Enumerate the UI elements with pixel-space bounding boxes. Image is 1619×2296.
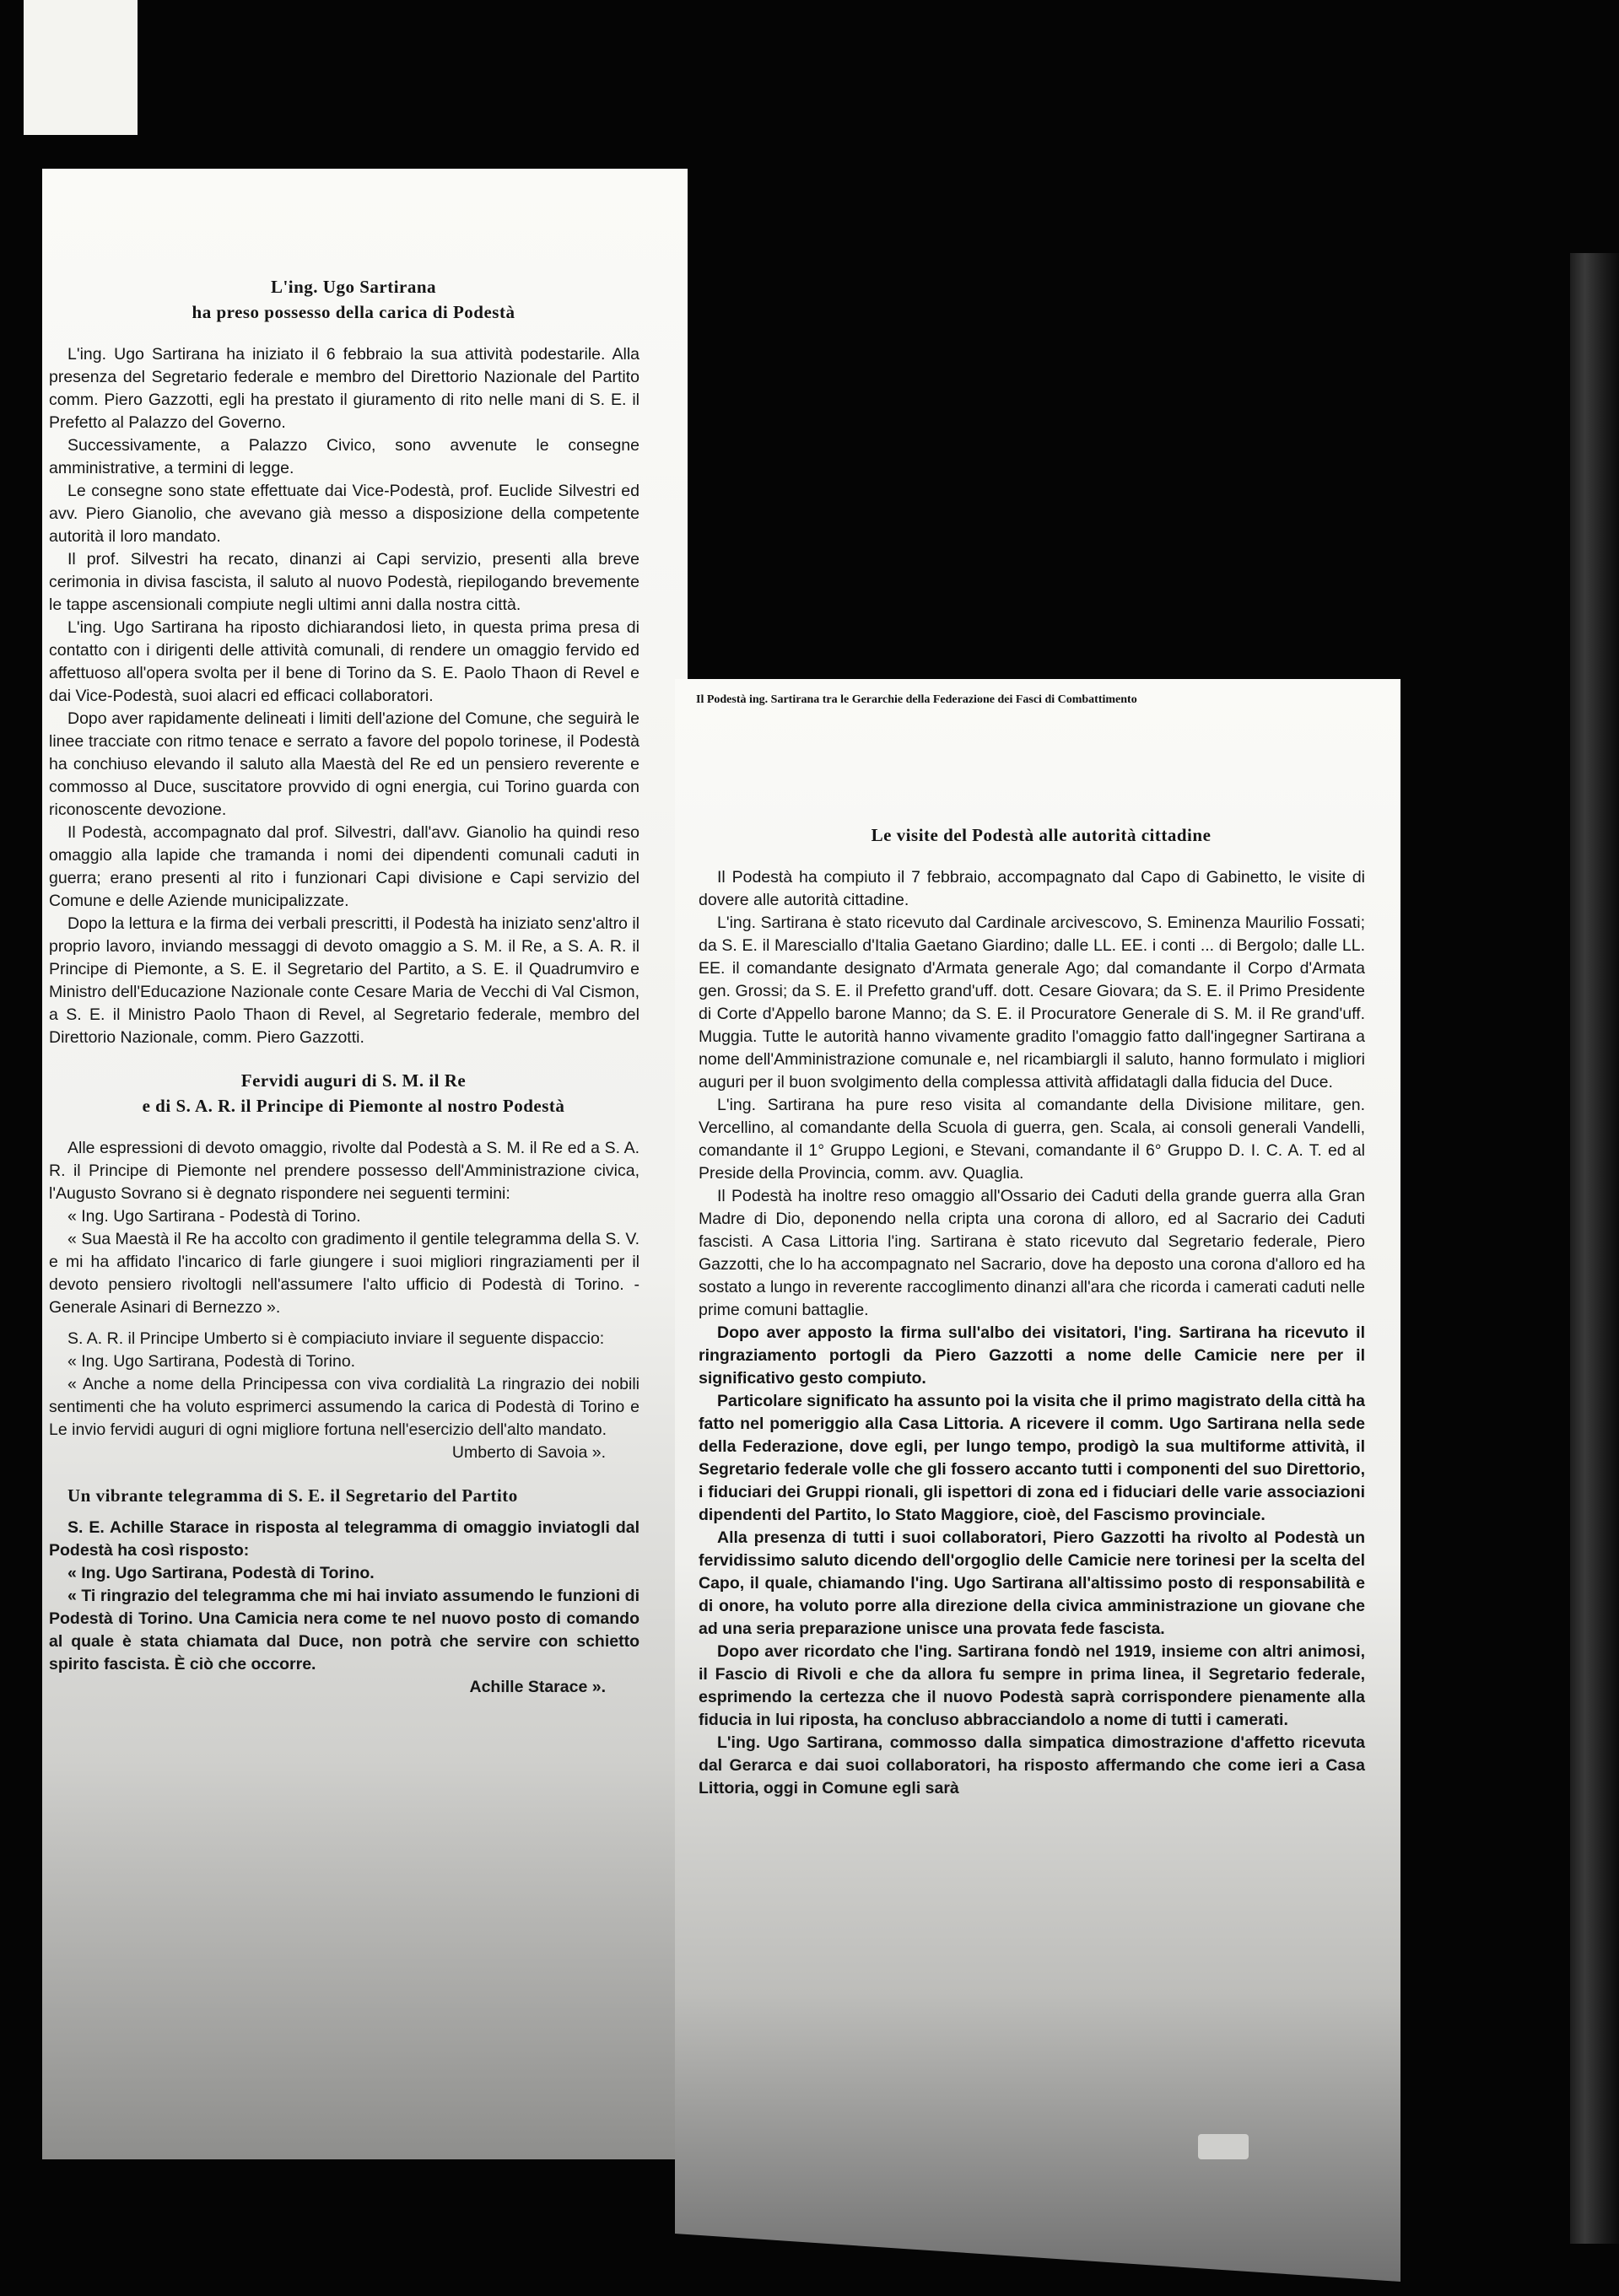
article1-paragraph: L'ing. Ugo Sartirana ha iniziato il 6 febbraio la sua attività podestarile. Alla presenza del Segretario federale e membro del Direttorio Nazionale del Partito comm. Piero Gazzotti, egli ha prestato il giuramento di rito nelle mani di S. E. il Prefetto al Palazzo del Governo. <box>49 345 640 432</box>
article1-paragraph: Le consegne sono state effettuate dai Vice-Podestà, prof. Euclide Silvestri ed avv. Piero Gianolio, che avevano già messo a disposizione della competente autorità il loro mandato. <box>49 482 640 546</box>
article1-paragraph: Dopo la lettura e la firma dei verbali prescritti, il Podestà ha iniziato senz'altro il proprio lavoro, inviando messaggi di devoto omaggio a S. M. il Re, a S. A. R. il Principe di Piemonte, a S. E. il Segretario del Partito, a S. E. il Quadrumviro e Ministro dell'Educazione Nazionale conte Cesare Maria de Vecchi di Val Cismon, a S. E. il Ministro Paolo Thaon di Revel, al Segretario federale, membro del Direttorio Nazionale, comm. Piero Gazzotti. <box>49 914 640 1047</box>
article2-quote: « Ing. Ugo Sartirana, Podestà di Torino. <box>67 1352 356 1371</box>
article3-intro: S. E. Achille Starace in risposta al telegramma di omaggio inviatogli dal Podestà ha così risposto: <box>49 1518 640 1560</box>
article3-quote: « Ti ringrazio del telegramma che mi hai inviato assumendo le funzioni di Podestà di Torino. Una Camicia nera come te nel nuovo posto di comando al quale è stata chiamata dal Duce, non potrà che servire con schietto spirito fascista. È ciò che occorre. <box>49 1587 640 1673</box>
photo-caption: Il Podestà ing. Sartirana tra le Gerarchie della Federazione dei Fasci di Combattimento <box>696 693 1137 706</box>
page-number-smudge <box>1198 2134 1249 2159</box>
right-paragraph: L'ing. Sartirana è stato ricevuto dal Cardinale arcivescovo, S. Eminenza Maurilio Fossati; da S. E. il Maresciallo d'Italia Gaetano Giardino; dalle LL. EE. i conti ... di Bergolo; dalle LL. EE. il comandante designato d'Armata generale Ago; dal comandante il Corpo d'Armata gen. Grossi; da S. E. il Prefetto grand'uff. dott. Cesare Giovara; da S. E. il Primo Presidente di Corte d'Appello barone Manno; da S. E. il Procuratore Generale di S. M. il Re grand'uff. Muggia. Tutte le autorità hanno vivamente gradito l'omaggio fatto dall'ingegner Sartirana a nome dell'Amministrazione comunale e, nel ricambiargli il saluto, hanno formulato i migliori auguri per il buon svolgimento della complessa attività affidatagli dalla fiducia del Duce. <box>699 914 1365 1091</box>
article2-mid: S. A. R. il Principe Umberto si è compiaciuto inviare il seguente dispaccio: <box>67 1329 605 1348</box>
article3-headline: Un vibrante telegramma di S. E. il Segretario del Partito <box>67 1485 518 1506</box>
right-paragraph: Il Podestà ha inoltre reso omaggio all'Ossario dei Caduti della grande guerra alla Gran Madre di Dio, deponendo nella cripta una corona di alloro, ed al Sacrario dei Caduti fascisti. A Casa Littoria l'ing. Sartirana è stato ricevuto dal Segretario federale, Piero Gazzotti, che lo ha accompagnato nel Sacrario, dove ha deposto una corona d'alloro ed ha sostato a lungo in reverente raccoglimento dinanzi all'ara che ricorda i camerati caduti nelle prime comuni battaglie. <box>699 1187 1365 1319</box>
article3-signature: Achille Starace ». <box>469 1678 606 1696</box>
article2-headline-1: Fervidi auguri di S. M. il Re <box>240 1070 467 1091</box>
film-edge-strip <box>1570 253 1619 2244</box>
right-paragraph: Dopo aver apposto la firma sull'albo dei visitatori, l'ing. Sartirana ha ricevuto il ringraziamento portogli da Piero Gazzotti a nome delle Camicie nere per il significativo gesto compiuto. <box>699 1323 1365 1388</box>
article1-paragraph: Successivamente, a Palazzo Civico, sono avvenute le consegne amministrative, a termini di legge. <box>49 436 640 477</box>
article2-headline-2: e di S. A. R. il Principe di Piemonte al nostro Podestà <box>142 1096 565 1116</box>
article2-quote: « Anche a nome della Principessa con viva cordialità La ringrazio dei nobili sentimenti che ha voluto esprimerci assumendo la carica di Podestà di Torino e Le invio fervidi auguri di ogni migliore fortuna nell'esercizio dell'alto mandato. <box>49 1375 640 1439</box>
article1-headline-1: L'ing. Ugo Sartirana <box>270 277 437 297</box>
article2-signature: Umberto di Savoia ». <box>451 1443 606 1462</box>
right-paragraph: Dopo aver ricordato che l'ing. Sartirana fondò nel 1919, insieme con altri animosi, il Fascio di Rivoli e che da allora fu sempre in prima linea, il Segretario federale, esprimendo la certezza che il nuovo Podestà saprà corrispondere pienamente alla fiducia in lui riposta, ha concluso abbracciandolo a nome di tutti i camerati. <box>699 1642 1365 1729</box>
article3-quote: « Ing. Ugo Sartirana, Podestà di Torino. <box>67 1564 375 1582</box>
blank-corner-paper <box>24 0 138 135</box>
article1-paragraph: Dopo aver rapidamente delineati i limiti dell'azione del Comune, che seguirà le linee tracciate con ritmo tenace e serrato a favore del popolo torinese, il Podestà ha conchiuso elevando il saluto alla Maestà del Re ed un pensiero reverente e commosso al Duce, suscitatore provvido di ogni energia, cui Torino guarda con riconoscente devozione. <box>49 709 640 819</box>
article2-quote: « Ing. Ugo Sartirana - Podestà di Torino. <box>67 1207 361 1226</box>
right-headline: Le visite del Podestà alle autorità cittadine <box>871 825 1212 845</box>
left-column <box>49 274 640 1699</box>
right-paragraph: Particolare significato ha assunto poi la visita che il primo magistrato della città ha fatto nel pomeriggio alla Casa Littoria. A ricevere il comm. Ugo Sartirana nella sede della Federazione, dove egli, per lungo tempo, prodigò la sua multiforme attività, il Segretario federale volle che gli fossero accanto tutti i componenti del suo Direttorio, i fiduciari dei Gruppi rionali, gli ispettori di zona ed i fiduciari delle varie associazioni dipendenti del Partito, lo Stato Maggiore, cioè, del Fascismo provinciale. <box>699 1392 1365 1524</box>
right-paragraph: Il Podestà ha compiuto il 7 febbraio, accompagnato dal Capo di Gabinetto, le visite di dovere alle autorità cittadine. <box>699 868 1365 909</box>
article1-paragraph: Il prof. Silvestri ha recato, dinanzi ai Capi servizio, presenti alla breve cerimonia in divisa fascista, il saluto al nuovo Podestà, riepilogando brevemente le tappe ascensionali compiute negli ultimi anni dalla nostra città. <box>49 550 640 614</box>
article1-paragraph: Il Podestà, accompagnato dal prof. Silvestri, dall'avv. Gianolio ha quindi reso omaggio alla lapide che tramanda i nomi dei dipendenti comunali caduti in guerra; erano presenti al rito i funzionari Capi divisione e Capi servizio del Comune e delle Aziende municipalizzate. <box>49 823 640 910</box>
right-paragraph: L'ing. Sartirana ha pure reso visita al comandante della Divisione militare, gen. Vercellino, al comandante della Scuola di guerra, gen. Scala, ai consoli generali Vandelli, comandante il 1° Gruppo Legioni, e Stevani, comandante il 6° Gruppo D. I. C. A. T. ed al Preside della Provincia, comm. avv. Quaglia. <box>699 1096 1365 1183</box>
article1-headline-2: ha preso possesso della carica di Podestà <box>192 302 515 322</box>
right-paragraph: Alla presenza di tutti i suoi collaboratori, Piero Gazzotti ha rivolto al Podestà un fervidissimo saluto dicendo dell'orgoglio delle Camicie nere torinesi per la scelta del Capo, il quale, chiamando l'ing. Ugo Sartirana all'altissimo posto di responsabilità e di onore, ha voluto porre alla direzione della civica amministrazione un giovane che ad una seria preparazione unisce una provata fede fascista. <box>699 1528 1365 1638</box>
right-column <box>699 822 1365 1800</box>
article1-paragraph: L'ing. Ugo Sartirana ha riposto dichiarandosi lieto, in questa prima presa di contatto con i dirigenti delle attività comunali, di rendere un omaggio fervido ed affettuoso all'opera svolta per il bene di Torino da S. E. Paolo Thaon di Revel e dai Vice-Podestà, suoi alacri ed efficaci collaboratori. <box>49 618 640 705</box>
article2-quote: « Sua Maestà il Re ha accolto con gradimento il gentile telegramma della S. V. e mi ha affidato l'incarico di farle giungere i suoi migliori ringraziamenti per il devoto pensiero rivoltogli nell'assumere l'alto ufficio di Podestà di Torino. - Generale Asinari di Bernezzo ». <box>49 1230 640 1317</box>
right-paragraph: L'ing. Ugo Sartirana, commosso dalla simpatica dimostrazione d'affetto ricevuta dal Gerarca e dai suoi collaboratori, ha risposto affermando che come ieri a Casa Littoria, oggi in Comune egli sarà <box>699 1733 1365 1797</box>
article2-intro: Alle espressioni di devoto omaggio, rivolte dal Podestà a S. M. il Re ed a S. A. R. il Principe di Piemonte nel prendere possesso dell'Amministrazione civica, l'Augusto Sovrano si è degnato rispondere nei seguenti termini: <box>49 1139 640 1203</box>
